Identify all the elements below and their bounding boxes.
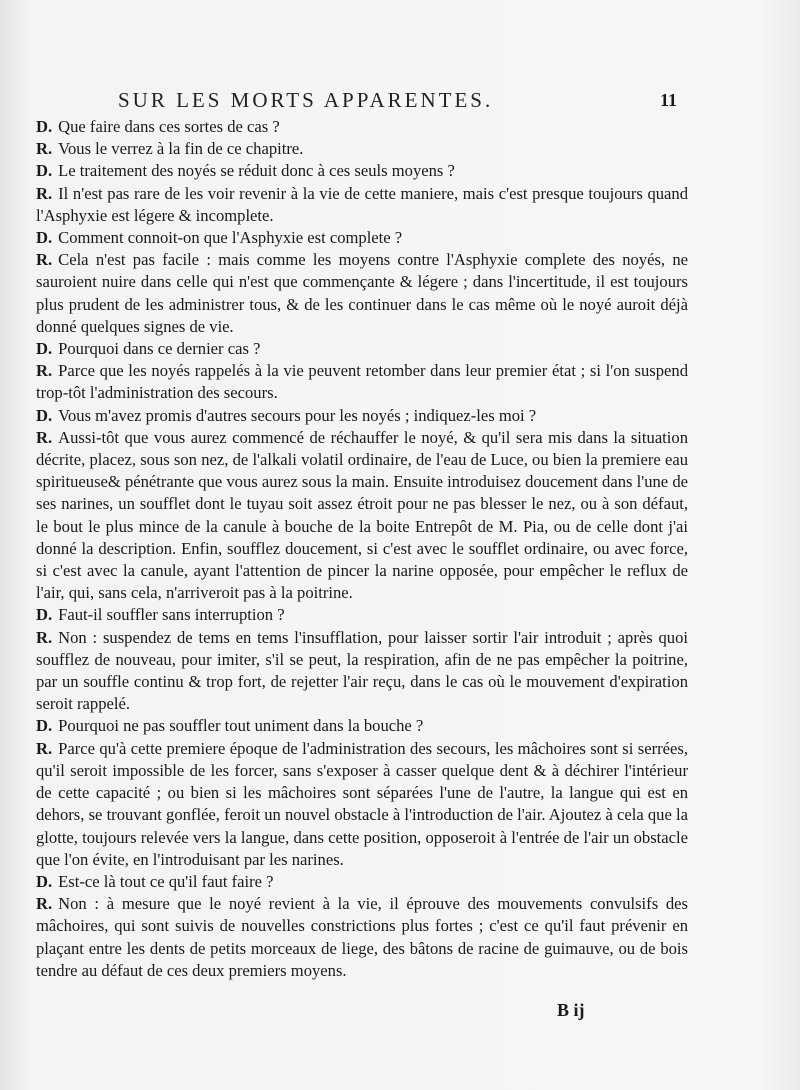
speaker-label: R. [36,361,53,381]
paragraph [36,405,688,427]
paragraph-text: Non : à mesure que le noyé revient à la vie, il éprouve des mouvements convulsifs des mâchoires, qui sont suivis de nouvelles constrictions plus fortes ; c'est ce qu'il faut prévenir en plaçant entre les dents de petits morceaux de liege, des bâtons de racine de guimauve, ou de bois tendre au défaut de ces deux premiers moyens. [36,894,688,980]
speaker-label: R. [36,139,53,159]
paragraph [36,249,688,338]
paragraph [36,715,688,737]
speaker-label: D. [36,228,53,248]
speaker-label: R. [36,627,53,647]
speaker-label: D. [36,405,53,425]
paragraph-text: Il n'est pas rare de les voir revenir à la vie de cette maniere, mais c'est presque toujours quand l'Asphyxie est légere & incomplete. [36,183,688,225]
speaker-label: R. [36,427,53,447]
paragraph-text: Aussi-tôt que vous aurez commencé de réchauffer le noyé, & qu'il sera mis dans la situation décrite, placez, sous son nez, de l'alkali volatil ordinaire, de l'eau de Luce, ou bien la premiere eau spiritueuse& pénétrante que vous aurez sous la main. Ensuite introduisez doucement dans l'une de ses narines, un soufflet dont le tuyau soit assez étroit pour ne pas blesser le nez, ou à son défaut, le bout le plus mince de la canule à bouche de la boite Entrepôt de M. Pia, ou de celle dont j'ai donné la description. Enfin, soufflez doucement, si c'est avec le soufflet ordinaire, ou avec force, si c'est avec la canule, ayant l'attention de pincer la narine opposée, pour empêcher le reflux de l'air, qui, sans cela, n'arriveroit pas à la poitrine. [36,427,688,603]
paragraph [36,227,688,249]
paragraph-text: Pourquoi dans ce dernier cas ? [58,339,261,359]
paragraph [36,160,688,182]
paragraph-text: Comment connoit-on que l'Asphyxie est complete ? [58,228,403,248]
paragraph-text: Est-ce là tout ce qu'il faut faire ? [58,871,274,891]
paragraph-text: Vous le verrez à la fin de ce chapitre. [58,139,304,159]
speaker-label: D. [36,161,53,181]
speaker-label: R. [36,738,53,758]
running-title: SUR LES MORTS APPARENTES. [118,88,494,112]
paragraph [36,427,688,605]
paragraph-text: Parce qu'à cette premiere époque de l'administration des secours, les mâchoires sont si serrées, qu'il seroit impossible de les forcer, sans s'exposer à casser quelque dent & à déchirer l'intérieur de cette capacité ; ou bien si les mâchoires sont séparées l'une de l'autre, la langue qui est en dehors, se trouvant gonflée, feroit un nouvel obstacle à l'introduction de l'air. Ajoutez à cela que la glotte, toujours relevée vers la langue, dans cette position, opposeroit à l'entrée de l'air un obstacle que l'on évite, en l'introduisant par les narines. [36,738,688,869]
paragraph-text: Parce que les noyés rappelés à la vie peuvent retomber dans leur premier état ; si l'on suspend trop-tôt l'administration des secours. [36,361,688,403]
paragraph-text: Non : suspendez de tems en tems l'insufflation, pour laisser sortir l'air introduit ; après quoi soufflez de nouveau, pour imiter, s'il se peut, la respiration, afin de ne pas empêcher la poitrine, par un souffle continu & trop fort, de rejetter l'air reçu, dans le cas où le mouvement d'expiration seroit rappelé. [36,627,688,714]
paragraph-text: Le traitement des noyés se réduit donc à ces seuls moyens ? [58,161,455,181]
paragraph-text: Que faire dans ces sortes de cas ? [58,117,280,136]
paragraph [36,360,688,404]
signature-mark: B ij [557,1000,585,1020]
speaker-label: D. [36,339,53,359]
paragraph [36,116,688,138]
paragraph-text: Faut-il souffler sans interruption ? [58,605,285,625]
speaker-label: R. [36,250,53,270]
page-body [36,116,688,982]
speaker-label: R. [36,183,53,203]
paragraph [36,338,688,360]
speaker-label: D. [36,716,53,736]
paragraph [36,738,688,871]
speaker-label: R. [36,894,53,914]
page-number: 11 [660,90,678,110]
paragraph [36,183,688,227]
paragraph-text: Pourquoi ne pas souffler tout uniment dans la bouche ? [58,716,424,736]
paragraph-text: Cela n'est pas facile : mais comme les moyens contre l'Asphyxie complete des noyés, ne sauroient nuire dans celle qui n'est que commençante & légere ; dans l'incertitude, il est toujours plus prudent de les administrer tous, & de les continuer dans le cas même où le noyé auroit déjà donné quelques signes de vie. [36,250,688,336]
paragraph [36,604,688,626]
paragraph [36,627,688,716]
paragraph-text: Vous m'avez promis d'autres secours pour les noyés ; indiquez-les moi ? [58,405,537,425]
speaker-label: D. [36,871,53,891]
paragraph [36,893,688,982]
speaker-label: D. [36,605,53,625]
paragraph [36,138,688,160]
speaker-label: D. [36,117,53,136]
paragraph [36,871,688,893]
